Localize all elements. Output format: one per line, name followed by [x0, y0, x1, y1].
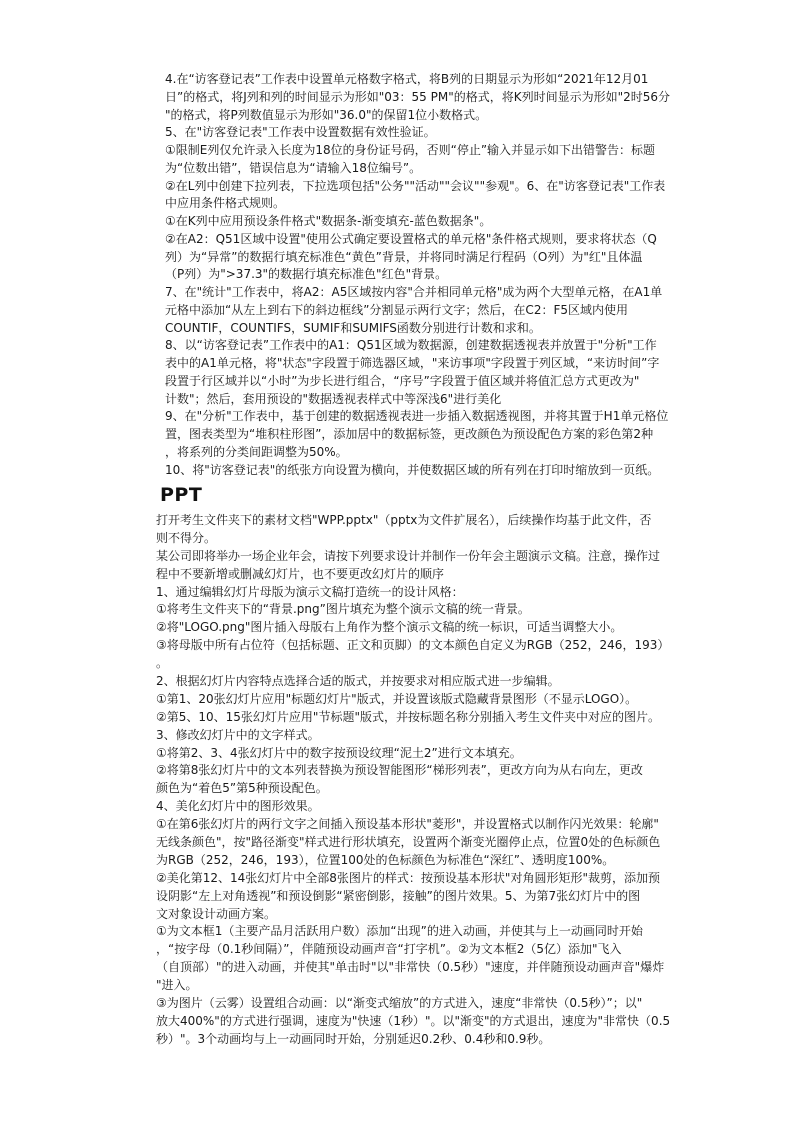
text-line: （自顶部）"的进入动画，并使其"单击时"以"非常快（0.5秒）"速度，并伴随预设动画声音"爆炸: [156, 960, 665, 975]
text-line: ③为图片（云雾）设置组合动画：以“渐变式缩放”的方式进入，速度“非常快（0.5秒）”；以": [156, 996, 643, 1011]
text-line: 中应用条件格式规则。: [165, 196, 286, 211]
text-line: ②将"LOGO.png"图片插入母版右上角作为整个演示文稿的统一标识，可适当调整大小。: [156, 620, 623, 635]
text-line: 9、在"分析"工作表中，基于创建的数据透视表进一步插入数据透视图，并将其置于H1单元格位: [165, 409, 669, 424]
text-line: （P列）为">37.3"的数据行填充标准色"红色"背景。: [165, 267, 448, 282]
text-line: ②将第8张幻灯片中的文本列表替换为预设智能图形“梯形列表”，更改方向为从右向左，更改: [156, 763, 643, 778]
text-line: ①为文本框1（主要产品月活跃用户数）添加“出现”的进入动画，并使其与上一动画同时开始: [156, 924, 643, 939]
text-line: COUNTIF，COUNTIFS，SUMIF和SUMIFS函数分别进行计数和求和。: [165, 320, 541, 335]
text-line: ①第1、20张幻灯片应用"标题幻灯片"版式，并设置该版式隐藏背景图形（不显示LOGO）。: [156, 691, 638, 706]
text-line: ②美化第12、14张幻灯片中全部8张图片的样式：按预设基本形状"对角圆形矩形"裁剪，添加预: [156, 870, 660, 885]
text-line: 为“位数出错”，错误信息为“请输入18位编号”。: [165, 160, 422, 175]
text-line: ①将考生文件夹下的“背景.png”图片填充为整个演示文稿的统一背景。: [156, 602, 530, 617]
text-line: 文对象设计动画方案。: [156, 906, 277, 921]
text-line: 置，图表类型为“堆积柱形图”，添加居中的数据标签，更改颜色为预设配色方案的彩色第2种: [165, 427, 654, 441]
text-line: 程中不要新增或删减幻灯片，也不要更改幻灯片的顺序: [156, 566, 445, 581]
text-line: 段置于行区域并以“小时”为步长进行组合，“序号”字段置于值区域并将值汇总方式更改为": [165, 373, 640, 388]
text-line: 5、在"访客登记表"工作表中设置数据有效性验证。: [165, 125, 436, 140]
text-line: 放大400%"的方式进行强调，速度为"快速（1秒）"。以"渐变"的方式退出，速度为"非常快（0.5: [156, 1013, 671, 1028]
text-line: 4.在“访客登记表”工作表中设置单元格数字格式，将B列的日期显示为形如“2021年12月01: [165, 72, 649, 86]
ppt-instructions: [156, 512, 686, 1049]
text-line: "进入。: [156, 978, 198, 993]
text-line: 4、美化幻灯片中的图形效果。: [156, 799, 320, 814]
text-line: 10、将"访客登记表"的纸张方向设置为横向，并使数据区域的所有列在打印时缩放到一页纸。: [165, 462, 660, 477]
text-line: 。: [156, 656, 169, 671]
text-line: 3、修改幻灯片中的文字样式。: [156, 727, 320, 742]
text-line: ①在K列中应用预设条件格式"数据条-渐变填充-蓝色数据条"。: [165, 214, 492, 228]
text-line: 无线条颜色"，按"路径渐变"样式进行形状填充，设置两个渐变光圈停止点，位置0处的色标颜色: [156, 835, 661, 850]
text-line: "的格式，将P列数值显示为形如"36.0"的保留1位小数格式。: [165, 107, 488, 122]
text-line: ②在L列中创建下拉列表，下拉选项包括"公务""活动""会议""参观"。6、在"访客登记表"工作表: [165, 178, 666, 193]
text-line: 元格中添加“从左上到右下的斜边框线”分割显示两行文字；然后，在C2：F5区域内使用: [165, 302, 628, 317]
text-line: ，“按字母（0.1秒间隔）”，伴随预设动画声音“打字机”。②为文本框2（5亿）添加"飞入: [156, 942, 622, 957]
text-line: ③将母版中所有占位符（包括标题、正文和页脚）的文本颜色自定义为RGB（252，246，193）: [156, 638, 670, 653]
excel-instructions: [165, 71, 695, 479]
text-line: 列）为“异常”的数据行填充标准色“黄色”背景，并将同时满足行程码（O列）为"红"且体温: [165, 249, 643, 264]
text-line: 为RGB（252，246，193），位置100处的色标颜色为标准色“深红”、透明度100%。: [156, 852, 615, 867]
text-line: 2、根据幻灯片内容特点选择合适的版式，并按要求对相应版式进一步编辑。: [156, 674, 560, 689]
text-line: ①在第6张幻灯片的两行文字之间插入预设基本形状"菱形"，并设置格式以制作闪光效果：轮廓": [156, 817, 659, 832]
text-line: ②在A2：Q51区域中设置"使用公式确定要设置格式的单元格"条件格式规则，要求将状态（Q: [165, 231, 657, 246]
text-line: 设阴影“左上对角透视”和预设倒影“紧密倒影，接触”的图片效果。5、为第7张幻灯片中的图: [156, 888, 641, 903]
text-line: ①限制E列仅允许录入长度为18位的身份证号码，否则“停止”输入并显示如下出错警告：标题: [165, 143, 656, 157]
text-line: ，将系列的分类间距调整为50%。: [165, 444, 348, 459]
text-line: 某公司即将举办一场企业年会，请按下列要求设计并制作一份年会主题演示文稿。注意，操作过: [156, 548, 661, 563]
text-line: 颜色为“着色5”第5种预设配色。: [156, 781, 328, 796]
text-line: 则不得分。: [156, 530, 217, 545]
text-line: 打开考生文件夹下的素材文档"WPP.pptx"（pptx为文件扩展名），后续操作均基于此文件，否: [156, 513, 652, 527]
text-line: ①将第2、3、4张幻灯片中的数字按预设纹理“泥土2”进行文本填充。: [156, 745, 522, 760]
text-line: 秒）"。3个动画均与上一动画同时开始，分别延迟0.2秒、0.4秒和0.9秒。: [156, 1031, 551, 1046]
text-line: 8、以“访客登记表”工作表中的A1：Q51区域为数据源，创建数据透视表并放置于"分析"工作: [165, 338, 657, 353]
text-line: 计数"；然后，套用预设的"数据透视表样式中等深浅6"进行美化: [165, 391, 502, 406]
text-line: 1、通过编辑幻灯片母版为演示文稿打造统一的设计风格：: [156, 584, 464, 599]
text-line: 日”的格式，将J列和列的时间显示为形如"03：55 PM"的格式，将K列时间显示为形如"2时56分: [165, 89, 671, 104]
text-line: 7、在"统计"工作表中，将A2：A5区域按内容"合并相同单元格"成为两个大型单元格，在A1单: [165, 285, 663, 299]
ppt-heading: PPT: [160, 484, 203, 506]
text-line: ②第5、10、15张幻灯片应用"节标题"版式，并按标题名称分别插入考生文件夹中对应的图片。: [156, 709, 660, 724]
text-line: 表中的A1单元格，将"状态"字段置于筛选器区域，"来访事项"字段置于列区域，“来访时间”字: [165, 356, 660, 370]
